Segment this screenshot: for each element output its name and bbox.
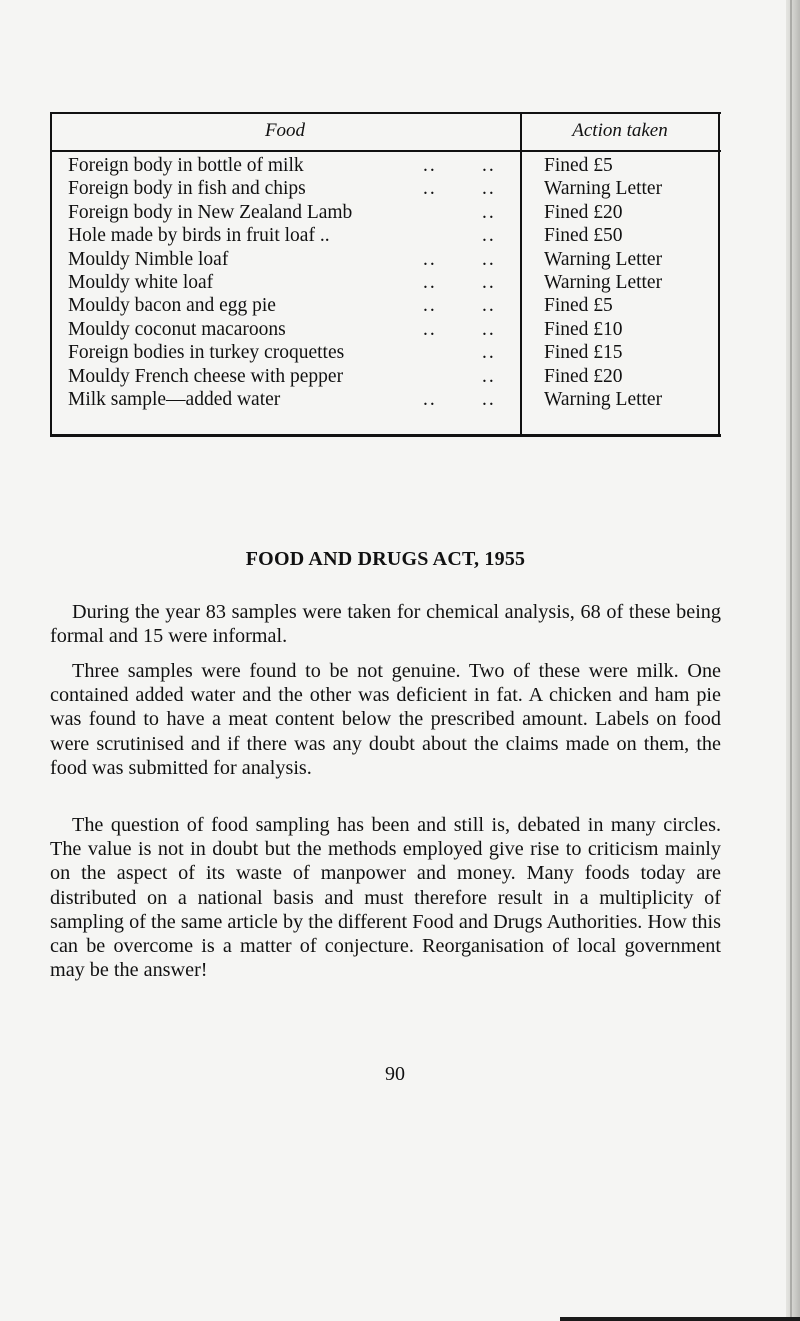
action-cell: Warning Letter [544, 178, 663, 200]
bottom-edge-bar [560, 1317, 800, 1321]
leader-dots: .. [423, 389, 437, 410]
leader-dots: .. [482, 365, 496, 387]
page-number: 90 [385, 1063, 405, 1085]
food-cell: Hole made by birds in fruit loaf .. [68, 225, 330, 247]
leader-dots: .. [423, 155, 437, 176]
leader-dots: .. [423, 318, 437, 340]
table-row [50, 365, 721, 388]
leader-dots: .. [482, 295, 496, 317]
leader-dots: .. [482, 342, 496, 364]
paragraph-2: Three samples were found to be not genuine. Two of these were milk. One contained added water and the other was deficient in fat. A chicken and ham pie was found to have a meat content below the prescribed amount. Labels on food were scrutinised and if there was any doubt about the claims made on them, the food was submitted for analysis. [50, 660, 721, 779]
page-edge-shadow [790, 0, 792, 1321]
food-cell: Mouldy bacon and egg pie [68, 295, 276, 317]
column-header-food: Food [264, 120, 306, 141]
action-cell: Fined £20 [544, 201, 623, 223]
action-cell: Warning Letter [544, 248, 663, 270]
leader-dots: .. [423, 295, 437, 317]
table-row [50, 154, 721, 177]
food-cell: Mouldy coconut macaroons [68, 318, 286, 340]
leader-dots: .. [482, 389, 496, 410]
table-bottom-rule [50, 434, 721, 437]
action-cell: Warning Letter [544, 272, 663, 293]
prosecutions-table [50, 112, 721, 437]
table-row [50, 224, 721, 247]
page-edge [786, 0, 800, 1321]
leader-dots: .. [482, 201, 496, 223]
table-row [50, 294, 721, 317]
leader-dots: .. [423, 178, 437, 200]
table-top-rule [50, 112, 721, 114]
leader-dots: .. [482, 248, 496, 270]
table-header-rule [50, 150, 721, 152]
action-cell: Fined £5 [544, 295, 613, 317]
section-title: FOOD AND DRUGS ACT, 1955 [245, 548, 526, 570]
action-cell: Fined £50 [544, 225, 623, 247]
leader-dots: .. [423, 272, 437, 293]
action-cell: Fined £10 [544, 318, 623, 340]
table-row [50, 341, 721, 364]
leader-dots: .. [482, 225, 496, 247]
action-cell: Fined £20 [544, 365, 623, 387]
food-cell: Foreign bodies in turkey croquettes [68, 342, 345, 364]
table-row [50, 201, 721, 224]
table-row [50, 248, 721, 271]
action-cell: Fined £5 [544, 155, 613, 176]
leader-dots: .. [423, 248, 437, 270]
leader-dots: .. [482, 272, 496, 293]
table-row [50, 318, 721, 341]
paragraph-1: During the year 83 samples were taken for chemical analysis, 68 of these being formal and 15 were informal. [50, 601, 721, 648]
table-row [50, 177, 721, 200]
leader-dots: .. [482, 155, 496, 176]
table-row [50, 271, 721, 294]
leader-dots: .. [482, 318, 496, 340]
table-row [50, 388, 721, 411]
leader-dots: .. [482, 178, 496, 200]
food-cell: Mouldy white loaf [68, 272, 214, 293]
column-header-action: Action taken [572, 120, 668, 141]
food-cell: Foreign body in fish and chips [68, 178, 306, 200]
action-cell: Fined £15 [544, 342, 623, 364]
food-cell: Milk sample—added water [68, 389, 281, 410]
paragraph-3: The question of food sampling has been and still is, debated in many circles. The value is not in doubt but the methods employed give rise to criticism mainly on the aspect of its waste of manpower and money. Many foods today are distributed on a national basis and must therefore result in a multiplicity of sampling of the same article by the different Food and Drugs Authorities. How this can be overcome is a matter of conjecture. Reorganisation of local government may be the answer! [50, 814, 721, 982]
food-cell: Foreign body in New Zealand Lamb [68, 201, 353, 223]
food-cell: Mouldy Nimble loaf [68, 248, 229, 270]
action-cell: Warning Letter [544, 389, 663, 410]
food-cell: Foreign body in bottle of milk [68, 155, 304, 176]
food-cell: Mouldy French cheese with pepper [68, 365, 344, 387]
